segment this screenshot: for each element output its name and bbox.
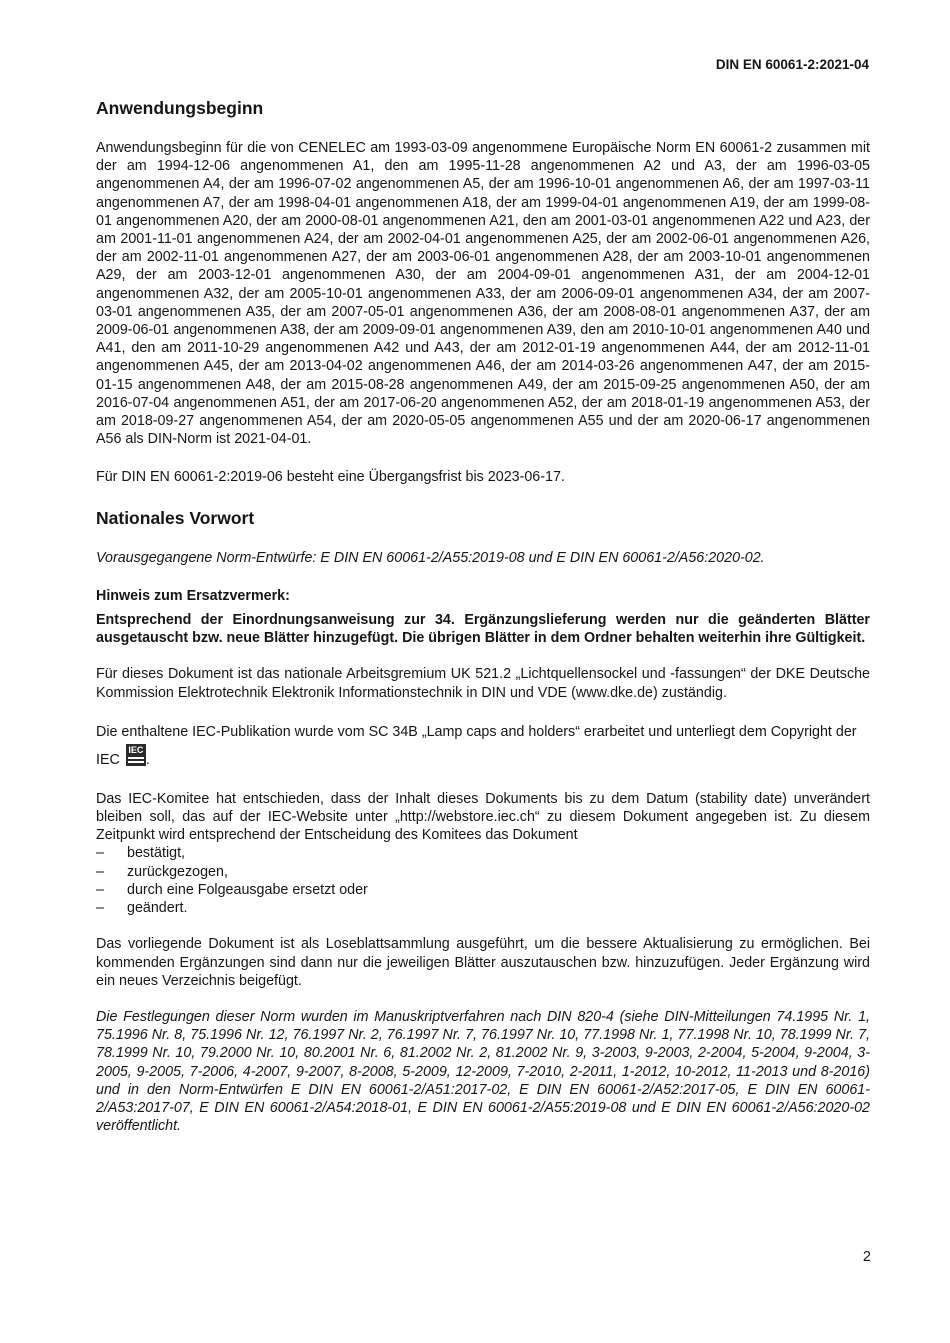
dash-marker: – (96, 863, 104, 880)
iec-publication-end: . (145, 751, 150, 768)
iec-logo-icon: IEC (126, 744, 146, 766)
stability-options-list (96, 844, 870, 917)
stability-date-paragraph: Das IEC-Komitee hat entschieden, dass der Inhalt dieses Dokuments bis zu dem Datum (stability date) unverändert bleiben soll, das auf der IEC-Website unter „http://webstore.iec.ch“ zu diesem Dokument angegeben ist. Zu diesem Zeitpunkt wird entsprechend der Entscheidung des Komitees das Dokument (96, 790, 870, 844)
replacement-note-heading: Hinweis zum Ersatzvermerk: (96, 587, 290, 604)
manuscript-procedure-paragraph: Die Festlegungen dieser Norm wurden im Manuskriptverfahren nach DIN 820-4 (siehe DIN-Mitteilungen 74.1995 Nr. 1, 75.1996 Nr. 8, 75.1996 Nr. 12, 76.1997 Nr. 2, 76.1997 Nr. 7, 76.1997 Nr. 10, 77.1998 Nr. 1, 77.1998 Nr. 10, 78.1999 Nr. 7, 78.1999 Nr. 10, 79.2000 Nr. 10, 80.2001 Nr. 6, 81.2002 Nr. 2, 81.2002 Nr. 9, 3-2003, 9-2003, 2-2004, 5-2004, 9-2004, 3-2005, 9-2005, 7-2006, 4-2007, 9-2007, 8-2008, 5-2009, 12-2009, 7-2010, 2-2011, 1-2012, 10-2012, 11-2013 und 8-2016) und in den Norm-Entwürfen E DIN EN 60061-2/A51:2017-02, E DIN EN 60061-2/A52:2017-05, E DIN EN 60061-2/A53:2017-07, E DIN EN 60061-2/A54:2018-01, E DIN EN 60061-2/A55:2019-08 und E DIN EN 60061-2/A56:2020-02 veröffentlicht. (96, 1008, 870, 1135)
list-item: – zurückgezogen, (96, 863, 228, 880)
page-content (96, 97, 870, 1135)
iec-publication-text: Die enthaltene IEC-Publikation wurde vom SC 34B „Lamp caps and holders“ erarbeitet und unterliegt dem Copyright der IEC (96, 723, 857, 768)
dash-marker: – (96, 881, 104, 898)
document-identifier: DIN EN 60061-2:2021-04 (715, 57, 869, 72)
previous-drafts-paragraph: Vorausgegangene Norm-Entwürfe: E DIN EN 60061-2/A55:2019-08 und E DIN EN 60061-2/A56:2020-02. (96, 549, 765, 566)
loose-leaf-paragraph: Das vorliegende Dokument ist als Loseblattsammlung ausgeführt, um die bessere Aktualisierung zu ermöglichen. Bei kommenden Ergänzungen sind dann nur die jeweiligen Blätter auszutauschen bzw. hinzuzufügen. Jeder Ergänzung wird ein neues Verzeichnis beigefügt. (96, 936, 870, 989)
application-date-paragraph: Anwendungsbeginn für die von CENELEC am 1993-03-09 angenommene Europäische Norm EN 60061-2 zusammen mit der am 1994-12-06 angenommenen A1, den am 1995-11-28 angenommenen A2 und A3, der am 1996-03-05 angenommenen A4, der am 1996-07-02 angenommenen A5, der am 1996-10-01 angenommenen A6, der am 1997-03-11 angenommenen A7, der am 1998-04-01 angenommenen A18, der am 1999-04-01 angenommenen A19, der am 1999-08-01 angenommenen A20, der am 2000-08-01 angenommenen A21, den am 2001-03-01 angenommenen A22 und A23, der am 2001-11-01 angenommenen A24, der am 2002-04-01 angenommenen A25, der am 2002-06-01 angenommenen A26, der am 2002-11-01 angenommenen A27, der am 2003-06-01 angenommenen A28, der am 2003-10-01 angenommenen A29, der am 2003-12-01 angenommenen A30, der am 2004-09-01 angenommenen A31, der am 2004-12-01 angenommenen A32, der am 2005-10-01 angenommenen A33, der am 2006-09-01 angenommenen A34, der am 2007-03-01 angenommenen A35, der am 2007-05-01 angenommenen A36, der am 2008-08-01 angenommenen A37, der am 2009-06-01 angenommenen A38, der am 2009-09-01 angenommenen A39, den am 2010-10-01 angenommenen A40 und A41, den am 2011-10-29 angenommenen A42 und A43, der am 2012-01-19 angenommenen A44, der am 2012-11-01 angenommenen A45, der am 2013-04-02 angenommenen A46, der am 2014-03-26 angenommenen A47, der am 2015-01-15 angenommenen A48, der am 2015-08-28 angenommenen A49, der am 2015-09-25 angenommenen A50, der am 2016-07-04 angenommenen A51, der am 2017-06-20 angenommenen A52, der am 2018-01-19 angenommenen A53, der am 2018-09-27 angenommenen A54, der am 2020-05-05 angenommenen A55 und der am 2020-06-17 angenommenen A56 als DIN-Norm ist 2021-04-01. (96, 140, 870, 448)
committee-paragraph: Für dieses Dokument ist das nationale Arbeitsgremium UK 521.2 „Lichtquellensockel und -fassungen“ der DKE Deutsche Kommission Elektrotechnik Elektronik Informationstechnik in DIN und VDE (www.dke.de) zuständig. (96, 666, 870, 701)
list-item: – bestätigt, (96, 845, 186, 862)
list-item: – durch eine Folgeausgabe ersetzt oder (96, 881, 368, 898)
section-title-anwendungsbeginn: Anwendungsbeginn (96, 98, 264, 118)
dash-marker: – (96, 845, 104, 862)
iec-publication-paragraph (96, 720, 870, 772)
replacement-note-text: Entsprechend der Einordnungsanweisung zur 34. Ergänzungslieferung werden nur die geänderten Blätter ausgetauscht bzw. neue Blätter hinzugefügt. Die übrigen Blätter in dem Ordner behalten weiterhin ihre Gültigkeit. (96, 612, 870, 647)
transition-period-paragraph: Für DIN EN 60061-2:2019-06 besteht eine Übergangsfrist bis 2023-06-17. (96, 469, 565, 486)
dash-marker: – (96, 900, 104, 917)
list-item: – geändert. (96, 900, 188, 917)
section-title-nationales-vorwort: Nationales Vorwort (96, 507, 255, 528)
page-number: 2 (862, 1249, 871, 1265)
